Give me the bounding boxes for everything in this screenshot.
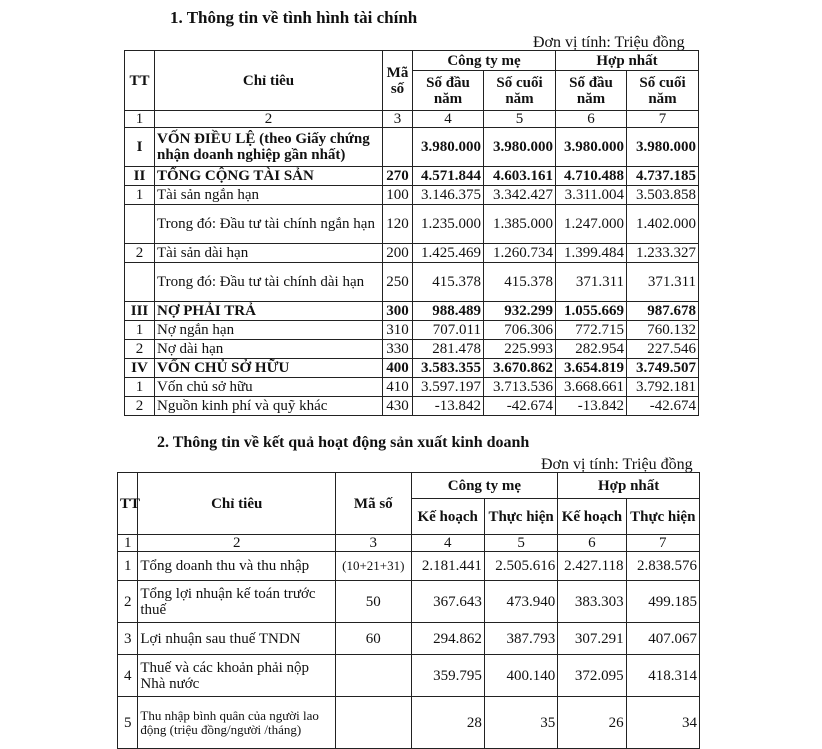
value-cell: 1.055.669 [556, 302, 627, 321]
row-label: TỔNG CỘNG TÀI SẢN [155, 167, 383, 186]
row-label: Nợ dài hạn [155, 340, 383, 359]
row-label: Trong đó: Đầu tư tài chính dài hạn [155, 263, 383, 302]
section2-unit: Đơn vị tính: Triệu đồng [541, 456, 693, 473]
value-cell: 1.425.469 [413, 244, 484, 263]
value-cell: 707.011 [413, 321, 484, 340]
value-cell: 3.749.507 [627, 359, 699, 378]
value-cell: 359.795 [411, 655, 484, 697]
value-cell: 4.737.185 [627, 167, 699, 186]
index-cell: 4 [413, 111, 484, 128]
table-row [125, 321, 699, 340]
row-label: NỢ PHẢI TRẢ [155, 302, 383, 321]
table-row [125, 263, 699, 302]
value-cell: 227.546 [627, 340, 699, 359]
index-cell: 2 [138, 535, 336, 552]
value-cell: 1.402.000 [627, 205, 699, 244]
row-code: 200 [383, 244, 413, 263]
row-code: 100 [383, 186, 413, 205]
row-tt [125, 263, 155, 302]
value-cell: 3.980.000 [627, 128, 699, 167]
row-code: 270 [383, 167, 413, 186]
row-tt: II [125, 167, 155, 186]
value-cell: 1.385.000 [484, 205, 556, 244]
row-tt: 2 [118, 581, 138, 623]
value-cell: 387.793 [484, 623, 557, 655]
table-row [118, 655, 700, 697]
value-cell: 407.067 [626, 623, 699, 655]
value-cell: 760.132 [627, 321, 699, 340]
table-row [118, 623, 700, 655]
table-row [118, 552, 700, 581]
index-cell: 2 [155, 111, 383, 128]
row-tt: 1 [125, 321, 155, 340]
value-cell: 4.571.844 [413, 167, 484, 186]
section2-title: 2. Thông tin về kết quả hoạt động sản xuất kinh doanh [157, 434, 530, 451]
value-cell: 281.478 [413, 340, 484, 359]
row-code [336, 697, 411, 749]
row-label: VỐN ĐIỀU LỆ (theo Giấy chứng nhận doanh nghiệp gần nhất) [155, 128, 383, 167]
value-cell: 371.311 [627, 263, 699, 302]
row-tt: 1 [118, 552, 138, 581]
header-chi-tieu: Chỉ tiêu [155, 51, 383, 111]
value-cell: 3.311.004 [556, 186, 627, 205]
row-tt: 3 [118, 623, 138, 655]
header-cong-ty-me: Công ty mẹ [411, 473, 558, 499]
row-tt: 2 [125, 244, 155, 263]
header-ma-so: Mã số [383, 51, 413, 111]
table-row [125, 378, 699, 397]
table-row [125, 340, 699, 359]
value-cell: 26 [558, 697, 626, 749]
header-so-dau-nam: Số đầu năm [413, 71, 484, 111]
value-cell: 418.314 [626, 655, 699, 697]
value-cell: 383.303 [558, 581, 626, 623]
header-thuc-hien: Thực hiện [626, 499, 699, 535]
value-cell: 367.643 [411, 581, 484, 623]
value-cell: 225.993 [484, 340, 556, 359]
row-code: 400 [383, 359, 413, 378]
row-label: Tài sản dài hạn [155, 244, 383, 263]
row-tt: 2 [125, 340, 155, 359]
table-row [118, 697, 700, 749]
table-row [125, 397, 699, 416]
value-cell: 1.233.327 [627, 244, 699, 263]
header-thuc-hien: Thực hiện [484, 499, 557, 535]
value-cell: 3.503.858 [627, 186, 699, 205]
row-tt: IV [125, 359, 155, 378]
row-tt: I [125, 128, 155, 167]
header-cong-ty-me: Công ty mẹ [413, 51, 556, 71]
value-cell: 3.654.819 [556, 359, 627, 378]
row-code: 60 [336, 623, 411, 655]
value-cell: 1.399.484 [556, 244, 627, 263]
table-row [125, 167, 699, 186]
value-cell: 4.710.488 [556, 167, 627, 186]
row-label: Vốn chủ sở hữu [155, 378, 383, 397]
table-row [125, 302, 699, 321]
value-cell: 706.306 [484, 321, 556, 340]
header-so-cuoi-nam: Số cuối năm [627, 71, 699, 111]
row-label: Trong đó: Đầu tư tài chính ngắn hạn [155, 205, 383, 244]
value-cell: 1.235.000 [413, 205, 484, 244]
value-cell: 415.378 [413, 263, 484, 302]
row-label: Tổng lợi nhuận kế toán trước thuế [138, 581, 336, 623]
index-row [125, 111, 699, 128]
header-hop-nhat: Hợp nhất [556, 51, 699, 71]
header-hop-nhat: Hợp nhất [558, 473, 700, 499]
value-cell: 3.342.427 [484, 186, 556, 205]
row-code: 410 [383, 378, 413, 397]
index-cell: 3 [336, 535, 411, 552]
value-cell: 307.291 [558, 623, 626, 655]
row-label: Thu nhập bình quân của người lao động (triệu đồng/người /tháng) [138, 697, 336, 749]
value-cell: 932.299 [484, 302, 556, 321]
table-row [125, 186, 699, 205]
row-label: Tổng doanh thu và thu nhập [138, 552, 336, 581]
index-cell: 3 [383, 111, 413, 128]
value-cell: 4.603.161 [484, 167, 556, 186]
value-cell: 2.181.441 [411, 552, 484, 581]
row-tt: 1 [125, 186, 155, 205]
row-tt: III [125, 302, 155, 321]
header-ma-so: Mã số [336, 473, 411, 535]
header-tt: TT [125, 51, 155, 111]
row-tt: 2 [125, 397, 155, 416]
row-code: 310 [383, 321, 413, 340]
value-cell: 372.095 [558, 655, 626, 697]
value-cell: 988.489 [413, 302, 484, 321]
row-label: Tài sản ngắn hạn [155, 186, 383, 205]
value-cell: -42.674 [627, 397, 699, 416]
header-tt: TT [118, 473, 138, 535]
table-row [125, 128, 699, 167]
table-row [125, 205, 699, 244]
business-results-table [117, 472, 700, 749]
value-cell: 3.146.375 [413, 186, 484, 205]
row-code: 50 [336, 581, 411, 623]
value-cell: 987.678 [627, 302, 699, 321]
row-code: 430 [383, 397, 413, 416]
value-cell: 1.260.734 [484, 244, 556, 263]
index-cell: 4 [411, 535, 484, 552]
section1-title: 1. Thông tin về tình hình tài chính [170, 8, 418, 27]
value-cell: -13.842 [556, 397, 627, 416]
row-code [383, 128, 413, 167]
index-row [118, 535, 700, 552]
financial-table [124, 50, 699, 416]
row-label: Lợi nhuận sau thuế TNDN [138, 623, 336, 655]
index-cell: 6 [558, 535, 626, 552]
value-cell: 3.670.862 [484, 359, 556, 378]
row-code: (10+21+31) [336, 552, 411, 581]
table-row [125, 359, 699, 378]
row-code: 330 [383, 340, 413, 359]
value-cell: 2.427.118 [558, 552, 626, 581]
value-cell: 3.597.197 [413, 378, 484, 397]
value-cell: 473.940 [484, 581, 557, 623]
value-cell: 499.185 [626, 581, 699, 623]
value-cell: 400.140 [484, 655, 557, 697]
header-so-cuoi-nam: Số cuối năm [484, 71, 556, 111]
index-cell: 7 [627, 111, 699, 128]
index-cell: 1 [125, 111, 155, 128]
header-ke-hoach: Kế hoạch [411, 499, 484, 535]
row-tt: 4 [118, 655, 138, 697]
row-code: 250 [383, 263, 413, 302]
row-tt: 1 [125, 378, 155, 397]
header-chi-tieu: Chỉ tiêu [138, 473, 336, 535]
value-cell: 3.980.000 [556, 128, 627, 167]
row-label: Thuế và các khoản phải nộp Nhà nước [138, 655, 336, 697]
index-cell: 1 [118, 535, 138, 552]
table-row [125, 244, 699, 263]
value-cell: 34 [626, 697, 699, 749]
value-cell: 3.980.000 [413, 128, 484, 167]
value-cell: 3.668.661 [556, 378, 627, 397]
value-cell: 415.378 [484, 263, 556, 302]
row-code: 300 [383, 302, 413, 321]
row-label: VỐN CHỦ SỞ HỮU [155, 359, 383, 378]
value-cell: -13.842 [413, 397, 484, 416]
value-cell: 28 [411, 697, 484, 749]
value-cell: -42.674 [484, 397, 556, 416]
value-cell: 294.862 [411, 623, 484, 655]
row-label: Nguồn kinh phí và quỹ khác [155, 397, 383, 416]
value-cell: 371.311 [556, 263, 627, 302]
value-cell: 3.713.536 [484, 378, 556, 397]
section1-unit: Đơn vị tính: Triệu đồng [533, 34, 685, 51]
value-cell: 1.247.000 [556, 205, 627, 244]
value-cell: 3.792.181 [627, 378, 699, 397]
header-ke-hoach: Kế hoạch [558, 499, 626, 535]
row-code: 120 [383, 205, 413, 244]
row-code [336, 655, 411, 697]
index-cell: 5 [484, 111, 556, 128]
row-tt: 5 [118, 697, 138, 749]
value-cell: 2.505.616 [484, 552, 557, 581]
value-cell: 772.715 [556, 321, 627, 340]
index-cell: 7 [626, 535, 699, 552]
value-cell: 3.980.000 [484, 128, 556, 167]
value-cell: 3.583.355 [413, 359, 484, 378]
row-label: Nợ ngắn hạn [155, 321, 383, 340]
value-cell: 35 [484, 697, 557, 749]
value-cell: 282.954 [556, 340, 627, 359]
index-cell: 6 [556, 111, 627, 128]
index-cell: 5 [484, 535, 557, 552]
header-so-dau-nam: Số đầu năm [556, 71, 627, 111]
table-row [118, 581, 700, 623]
row-tt [125, 205, 155, 244]
value-cell: 2.838.576 [626, 552, 699, 581]
